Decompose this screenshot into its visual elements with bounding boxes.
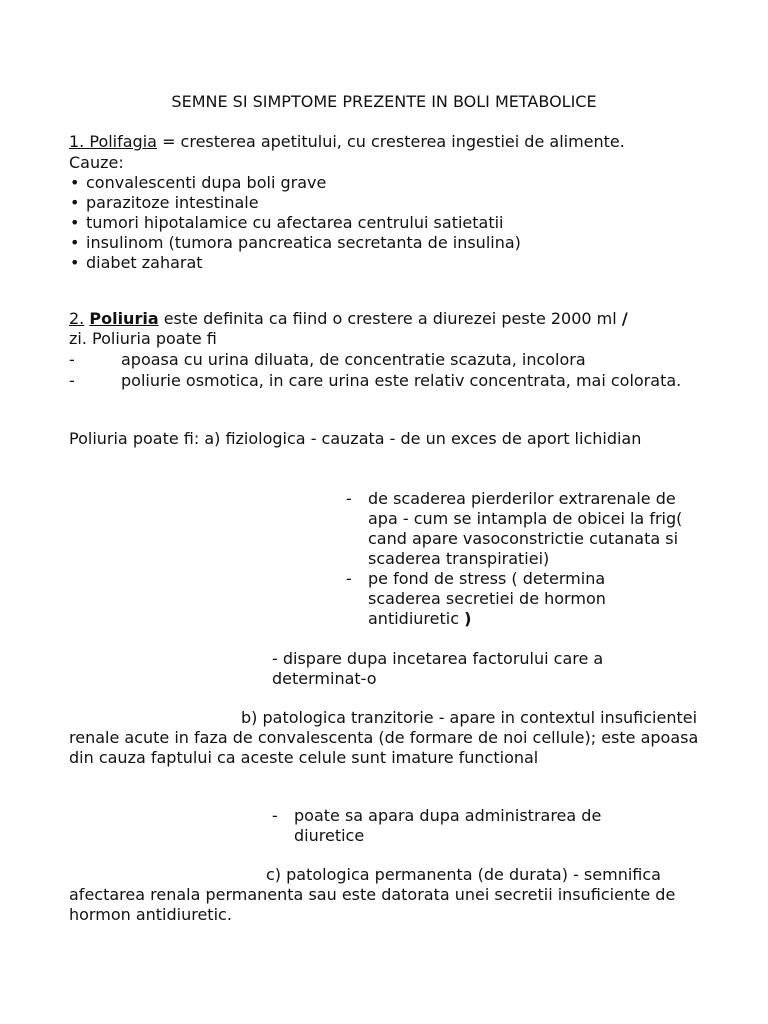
list-item-text: apoasa cu urina diluata, de concentratie scazuta, incolora <box>121 350 586 369</box>
causes-label: Cauze: <box>69 153 124 172</box>
dash-marker: - <box>272 806 278 825</box>
document-title: SEMNE SI SIMPTOME PREZENTE IN BOLI METABOLICE <box>171 92 597 111</box>
polifagia-definition-text: = cresterea apetitului, cu cresterea ingestiei de alimente. <box>162 132 625 151</box>
list-item: • insulinom (tumora pancreatica secretanta de insulina) <box>69 233 729 253</box>
list-item: • parazitoze intestinale <box>69 193 729 213</box>
physiological-causes <box>346 489 706 629</box>
list-item: • convalescenti dupa boli grave <box>69 173 729 193</box>
section-number: 1. <box>69 132 85 151</box>
transient-pathologic: b) patologica tranzitorie - apare in contextul insuficientei renale acute in faza de convalescenta (de formare de noi cellule); este apoasa din cauza faptului ca aceste celule sunt imature functional <box>69 708 699 767</box>
poliuria-definition-cont: zi. Poliuria poate fi <box>69 329 217 348</box>
dash-marker: - <box>346 489 352 508</box>
poliuria-types <box>69 350 729 370</box>
list-item-text: de scaderea pierderilor extrarenale de apa - cum se intampla de obicei la frig( cand apare vasoconstrictie cutanata si scaderea transpiratiei) <box>368 489 683 568</box>
transient-note <box>272 806 652 846</box>
closing-paren: ) <box>464 609 472 628</box>
polifagia-definition <box>69 132 729 152</box>
list-item-text: poate sa apara dupa administrarea de diuretice <box>294 806 602 845</box>
poliuria-types-2 <box>69 371 729 391</box>
list-item <box>346 569 658 629</box>
causes-list <box>69 173 729 273</box>
physiological-intro: Poliuria poate fi: a) fiziologica - cauzata - de un exces de aport lichidian <box>69 429 642 448</box>
list-item-text: poliurie osmotica, in care urina este relativ concentrata, mai colorata. <box>121 371 682 390</box>
section-number: 2. <box>69 309 85 328</box>
list-item <box>69 371 729 391</box>
list-item: • diabet zaharat <box>69 253 729 273</box>
list-item: • tumori hipotalamice cu afectarea centrului satietatii <box>69 213 729 233</box>
permanent-pathologic: c) patologica permanenta (de durata) - semnifica afectarea renala permanenta sau este datorata unei secretii insuficiente de hormon antidiuretic. <box>69 865 676 924</box>
slash-mark: / <box>621 309 628 328</box>
poliuria-term: Poliuria <box>89 309 159 328</box>
list-item <box>346 489 706 569</box>
physiological-note: - dispare dupa incetarea factorului care a determinat-o <box>272 649 604 688</box>
poliuria-definition <box>69 309 729 329</box>
list-item <box>272 806 652 846</box>
poliuria-definition-text: este definita ca fiind o crestere a diurezei peste 2000 ml <box>163 309 617 328</box>
list-item-text: pe fond de stress ( determina scaderea secretiei de hormon antidiuretic <box>368 569 606 628</box>
dash-marker: - <box>346 569 352 588</box>
dash-marker: - <box>69 371 75 390</box>
dash-marker: - <box>69 350 75 369</box>
list-item <box>69 350 729 370</box>
polifagia-term: Polifagia <box>89 132 157 151</box>
